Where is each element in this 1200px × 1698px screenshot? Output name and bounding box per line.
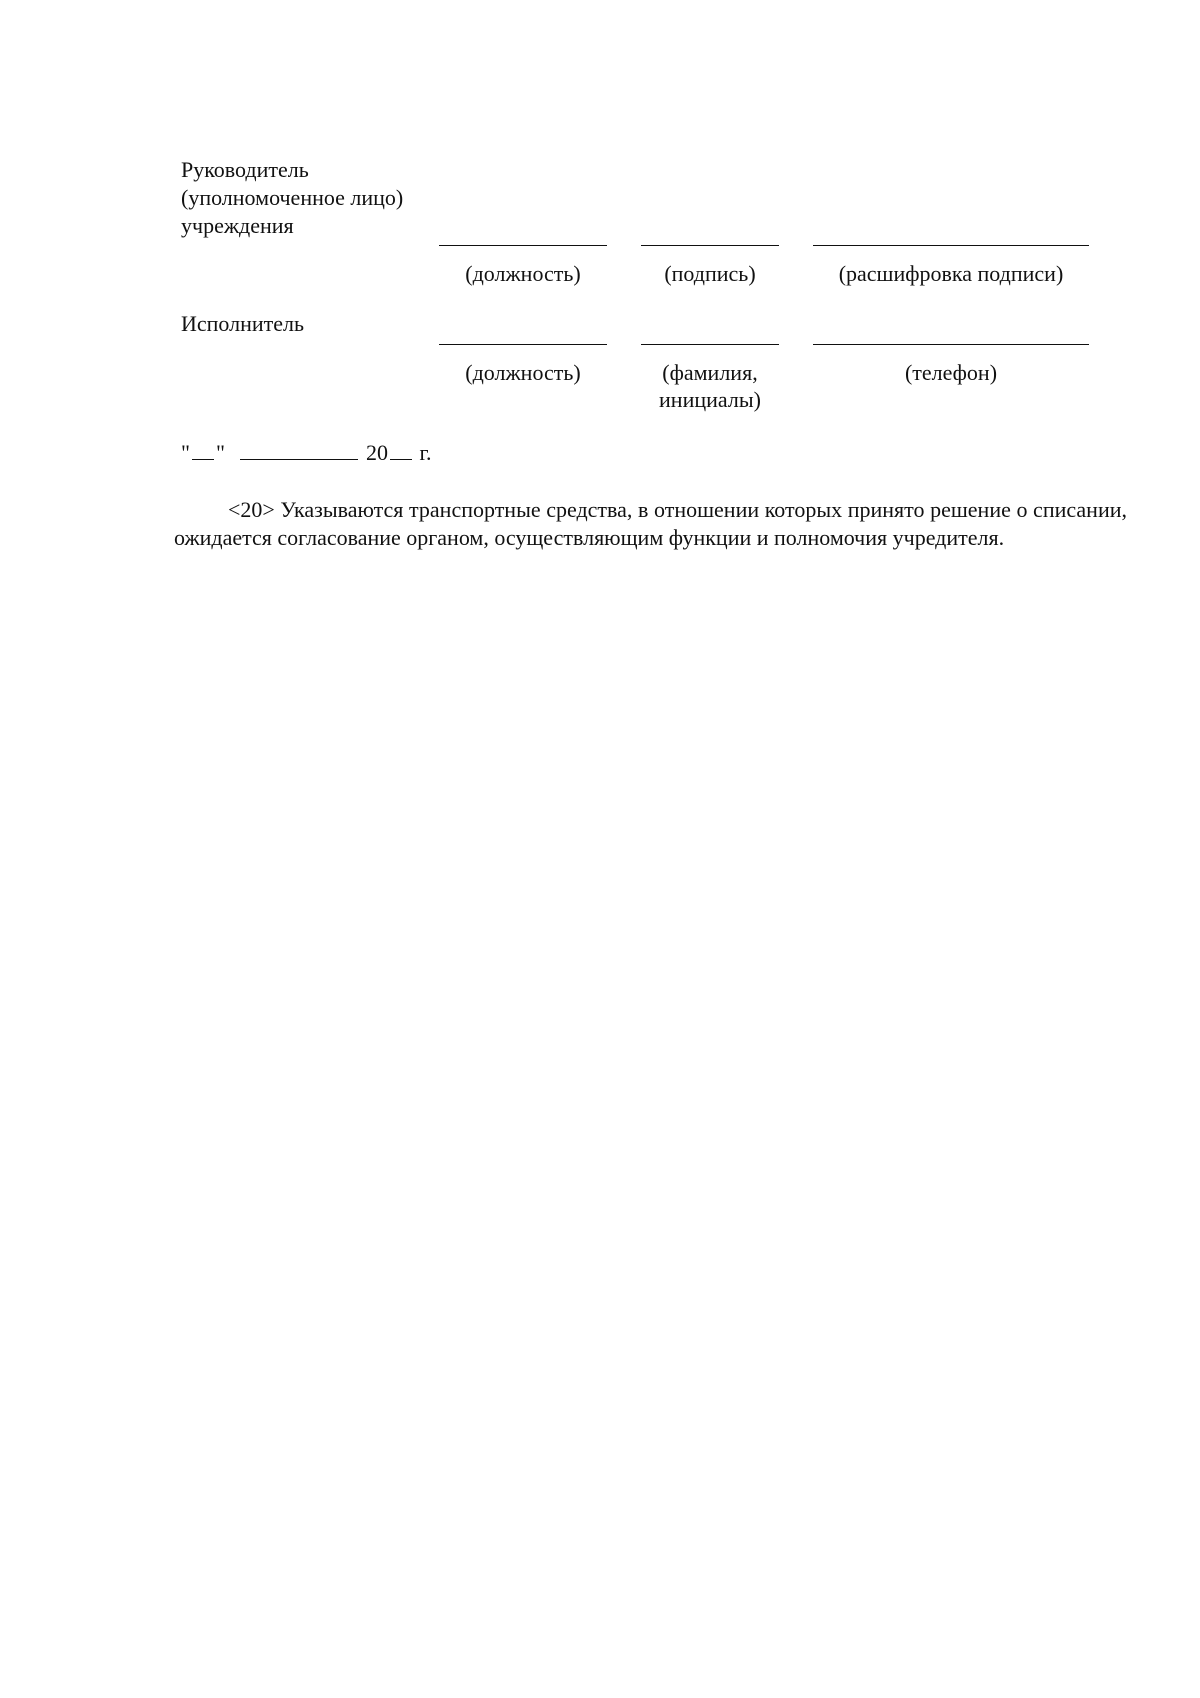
- head-position-caption: (должность): [465, 261, 581, 286]
- date-month-blank: [240, 437, 358, 460]
- head-label-line-2: (уполномоченное лицо): [181, 185, 404, 210]
- date-quote-open: ": [181, 440, 190, 465]
- head-position-signature-line: [439, 245, 607, 246]
- date-day-blank: [192, 437, 214, 460]
- head-decoding-signature-line: [813, 245, 1089, 246]
- date-quote-close: ": [215, 440, 225, 465]
- executor-phone-line: [813, 344, 1089, 345]
- head-signature-caption: (подпись): [664, 261, 756, 286]
- footnote-20: <20> Указываются транспортные средства, в отношении которых принято решение о списании, ожидается согласование органом, осуществляющим функции и полномочия учредителя.: [174, 497, 1127, 550]
- date-year-suffix: г.: [419, 440, 432, 465]
- head-label-line-1: Руководитель: [181, 157, 309, 182]
- executor-position-caption: (должность): [465, 360, 581, 385]
- head-signature-line: [641, 245, 779, 246]
- head-decoding-caption: (расшифровка подписи): [838, 261, 1064, 286]
- date-year-blank: [390, 437, 412, 460]
- executor-name-line: [641, 344, 779, 345]
- date-year-prefix: 20: [365, 440, 388, 465]
- executor-name-caption-line-1: (фамилия,: [662, 360, 758, 385]
- executor-phone-caption: (телефон): [904, 360, 998, 385]
- date-line: [181, 437, 432, 467]
- executor-name-caption-line-2: инициалы): [659, 387, 761, 412]
- head-label-line-3: учреждения: [181, 213, 294, 238]
- executor-position-line: [439, 344, 607, 345]
- executor-label: Исполнитель: [181, 311, 305, 336]
